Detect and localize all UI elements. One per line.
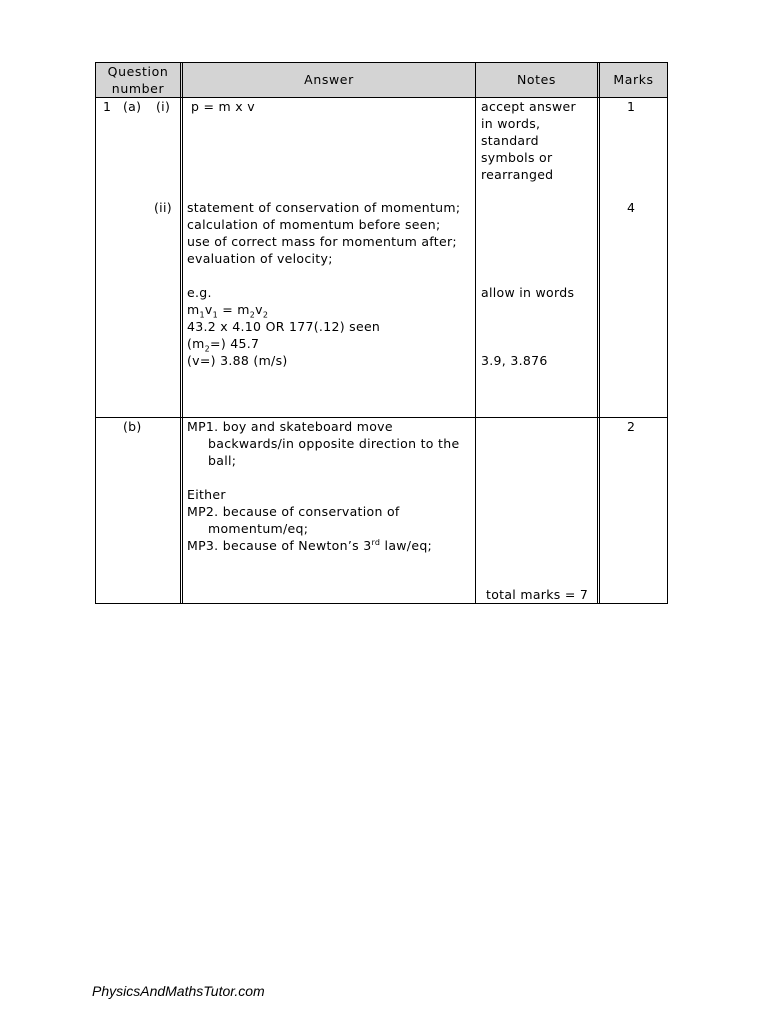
answer-ii-line: calculation of momentum before seen;: [187, 217, 441, 232]
answer-ii-line: use of correct mass for momentum after;: [187, 234, 457, 249]
mark-scheme-table: [95, 62, 668, 604]
header-marks: Marks: [613, 72, 654, 87]
question-part-b: (b): [123, 419, 142, 434]
answer-b-mp1: MP1. boy and skateboard move: [187, 419, 393, 434]
column-divider: [599, 62, 600, 604]
answer-ii-line: statement of conservation of momentum;: [187, 200, 461, 215]
answer-b-mp3: MP3. because of Newton’s 3rd law/eq;: [187, 537, 433, 553]
answer-b-either: Either: [187, 487, 226, 502]
marks-ii: 4: [627, 200, 636, 215]
total-marks: total marks = 7: [486, 587, 589, 602]
example-label: e.g.: [187, 285, 212, 300]
answer-b-mp1-cont: ball;: [208, 453, 237, 468]
question-sub-i: (i): [156, 99, 171, 114]
column-divider: [180, 62, 181, 604]
marks-b: 2: [627, 419, 636, 434]
column-divider: [475, 62, 476, 604]
notes-ii-words: allow in words: [481, 285, 575, 300]
notes-i-line: accept answer: [481, 99, 576, 114]
marks-i: 1: [627, 99, 636, 114]
answer-b-mp2: MP2. because of conservation of: [187, 504, 400, 519]
answer-b-mp2-cont: momentum/eq;: [208, 521, 309, 536]
mass-after: $(m_2=)$ 45.7: [187, 336, 260, 354]
notes-i-line: rearranged: [481, 167, 554, 182]
column-divider: [597, 62, 598, 604]
notes-i-line: symbols or: [481, 150, 553, 165]
question-part-a: (a): [123, 99, 142, 114]
answer-b-mp1-cont: backwards/in opposite direction to the: [208, 436, 460, 451]
velocity-result: (v=) 3.88 (m/s): [187, 353, 288, 368]
question-sub-ii: (ii): [154, 200, 172, 215]
notes-i-line: in words,: [481, 116, 541, 131]
header-question-number: Question number: [107, 64, 169, 96]
answer-ii-line: evaluation of velocity;: [187, 251, 333, 266]
question-number: 1: [103, 99, 112, 114]
header-answer: Answer: [304, 72, 354, 87]
column-divider: [182, 62, 183, 604]
momentum-equation: $m_1v_1 = m_2v_2$: [187, 302, 269, 320]
header-notes: Notes: [516, 72, 557, 87]
notes-i-line: standard: [481, 133, 539, 148]
answer-i: p = m x v: [191, 99, 255, 114]
table-border-right: [667, 62, 668, 604]
footer-site-name: PhysicsAndMathsTutor.com: [92, 983, 265, 999]
notes-ii-values: 3.9, 3.876: [481, 353, 548, 368]
momentum-calculation: 43.2 x 4.10 OR 177(.12) seen: [187, 319, 381, 334]
table-border-left: [95, 62, 96, 604]
